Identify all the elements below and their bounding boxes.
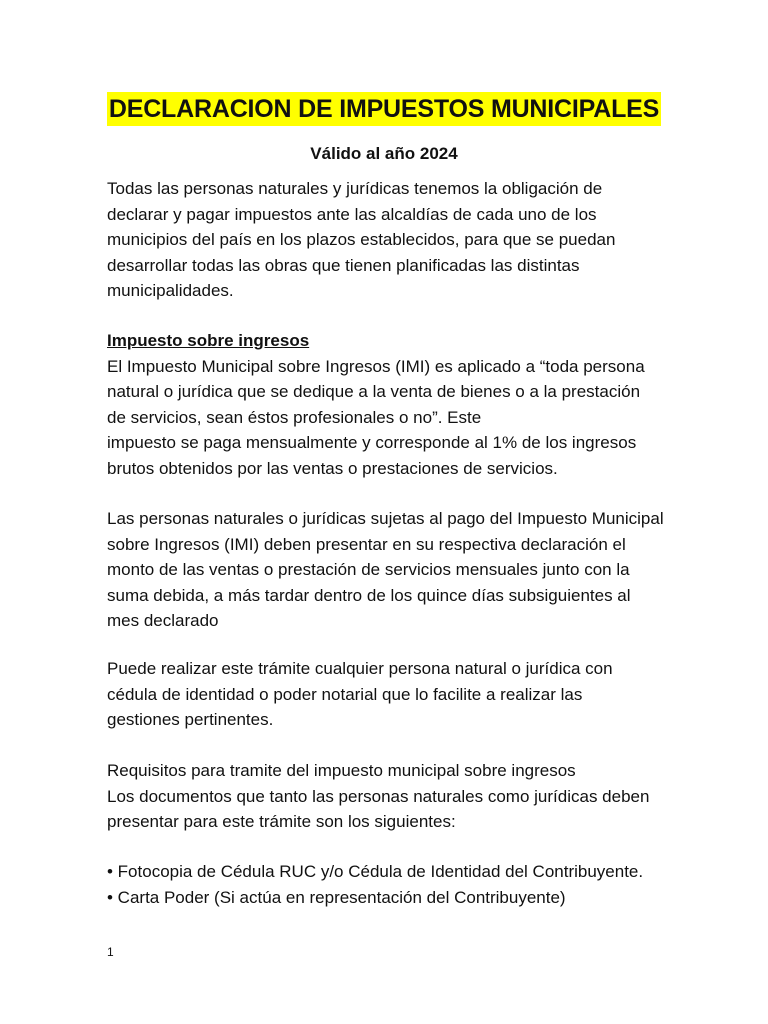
page-number: 1 (107, 945, 114, 959)
text-line: presentar para este trámite son los siguientes: (107, 812, 456, 831)
text-line: impuesto se paga mensualmente y corresponde al 1% de los ingresos (107, 433, 637, 452)
text-line: municipios del país en los plazos establecidos, para que se puedan (107, 230, 616, 249)
text-line: brutos obtenidos por las ventas o prestaciones de servicios. (107, 458, 558, 478)
text-line: Todas las personas naturales y jurídicas tenemos la obligación de (107, 179, 603, 198)
title-container (0, 92, 768, 126)
section-ingresos (107, 328, 707, 481)
section-heading: Impuesto sobre ingresos (107, 331, 310, 350)
text-line: de servicios, sean éstos profesionales o no”. Este (107, 407, 482, 427)
text-line: natural o jurídica que se dedique a la venta de bienes o a la prestación (107, 382, 641, 401)
text-line: mes declarado (107, 611, 219, 630)
text-line: sobre Ingresos (IMI) deben presentar en su respectiva declaración el (107, 534, 626, 554)
text-line: Las personas naturales o jurídicas sujetas al pago del Impuesto Municipal (107, 509, 664, 528)
who-can-paragraph (107, 656, 707, 733)
document-subtitle: Válido al año 2024 (310, 144, 458, 163)
document-title: DECLARACION DE IMPUESTOS MUNICIPALES (107, 92, 661, 126)
text-line: declarar y pagar impuestos ante las alcaldías de cada uno de los (107, 204, 597, 224)
text-line: Puede realizar este trámite cualquier persona natural o jurídica con (107, 659, 613, 678)
declaration-paragraph (107, 506, 707, 634)
list-item: • Fotocopia de Cédula RUC y/o Cédula de Identidad del Contribuyente. (107, 862, 644, 881)
text-line: suma debida, a más tardar dentro de los quince días subsiguientes al (107, 585, 631, 605)
text-line: monto de las ventas o prestación de servicios mensuales junto con la (107, 560, 630, 579)
list-item: • Carta Poder (Si actúa en representación del Contribuyente) (107, 887, 566, 907)
text-line: gestiones pertinentes. (107, 710, 274, 729)
text-line: Los documentos que tanto las personas naturales como jurídicas deben (107, 786, 650, 806)
intro-paragraph (107, 176, 707, 304)
text-line: desarrollar todas las obras que tienen planificadas las distintas (107, 255, 580, 275)
text-line: municipalidades. (107, 281, 234, 300)
text-line: Requisitos para tramite del impuesto municipal sobre ingresos (107, 761, 576, 780)
text-line: cédula de identidad o poder notarial que lo facilite a realizar las (107, 684, 583, 704)
text-line: El Impuesto Municipal sobre Ingresos (IMI) es aplicado a “toda persona (107, 356, 645, 376)
requirements-paragraph (107, 758, 707, 835)
requirements-list (107, 859, 707, 910)
